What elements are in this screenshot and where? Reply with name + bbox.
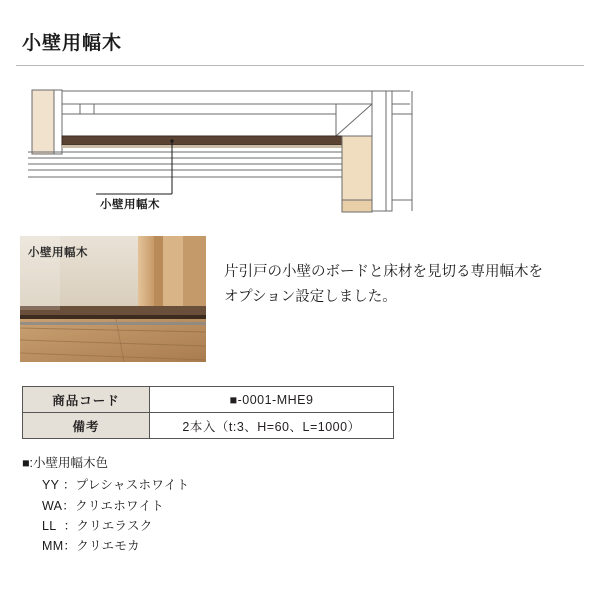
table-row	[23, 413, 394, 439]
spec-row-value: ■-0001-MHE9	[150, 387, 394, 413]
photo-caption-label: 小壁用幅木	[28, 247, 88, 259]
page-title: 小壁用幅木	[22, 33, 123, 54]
spec-row-value: 2本入（t:3、H=60、L=1000）	[150, 413, 394, 439]
list-item: YY ：プレシャスホワイト	[42, 478, 190, 493]
legend-list	[22, 475, 586, 556]
description-text	[224, 260, 584, 311]
color-legend	[22, 453, 586, 556]
title-divider	[16, 65, 584, 66]
technical-drawing	[20, 80, 586, 228]
list-item: WA：クリエホワイト	[42, 498, 165, 513]
spec-table	[22, 386, 394, 439]
product-photo	[20, 236, 206, 362]
description-line-2: オプション設定しました。	[224, 289, 397, 306]
spec-row-header: 商品コード	[23, 387, 150, 413]
table-row	[23, 387, 394, 413]
spec-row-header: 備考	[23, 413, 150, 439]
description-line-1: 片引戸の小壁のボードと床材を見切る専用幅木を	[224, 264, 543, 280]
photo-and-description	[20, 236, 586, 372]
list-item: MM：クリエモカ	[42, 539, 140, 553]
drawing-callout-label: 小壁用幅木	[100, 199, 160, 211]
legend-heading: ■:小壁用幅木色	[22, 456, 109, 470]
list-item: LL ：クリエラスク	[42, 518, 153, 533]
